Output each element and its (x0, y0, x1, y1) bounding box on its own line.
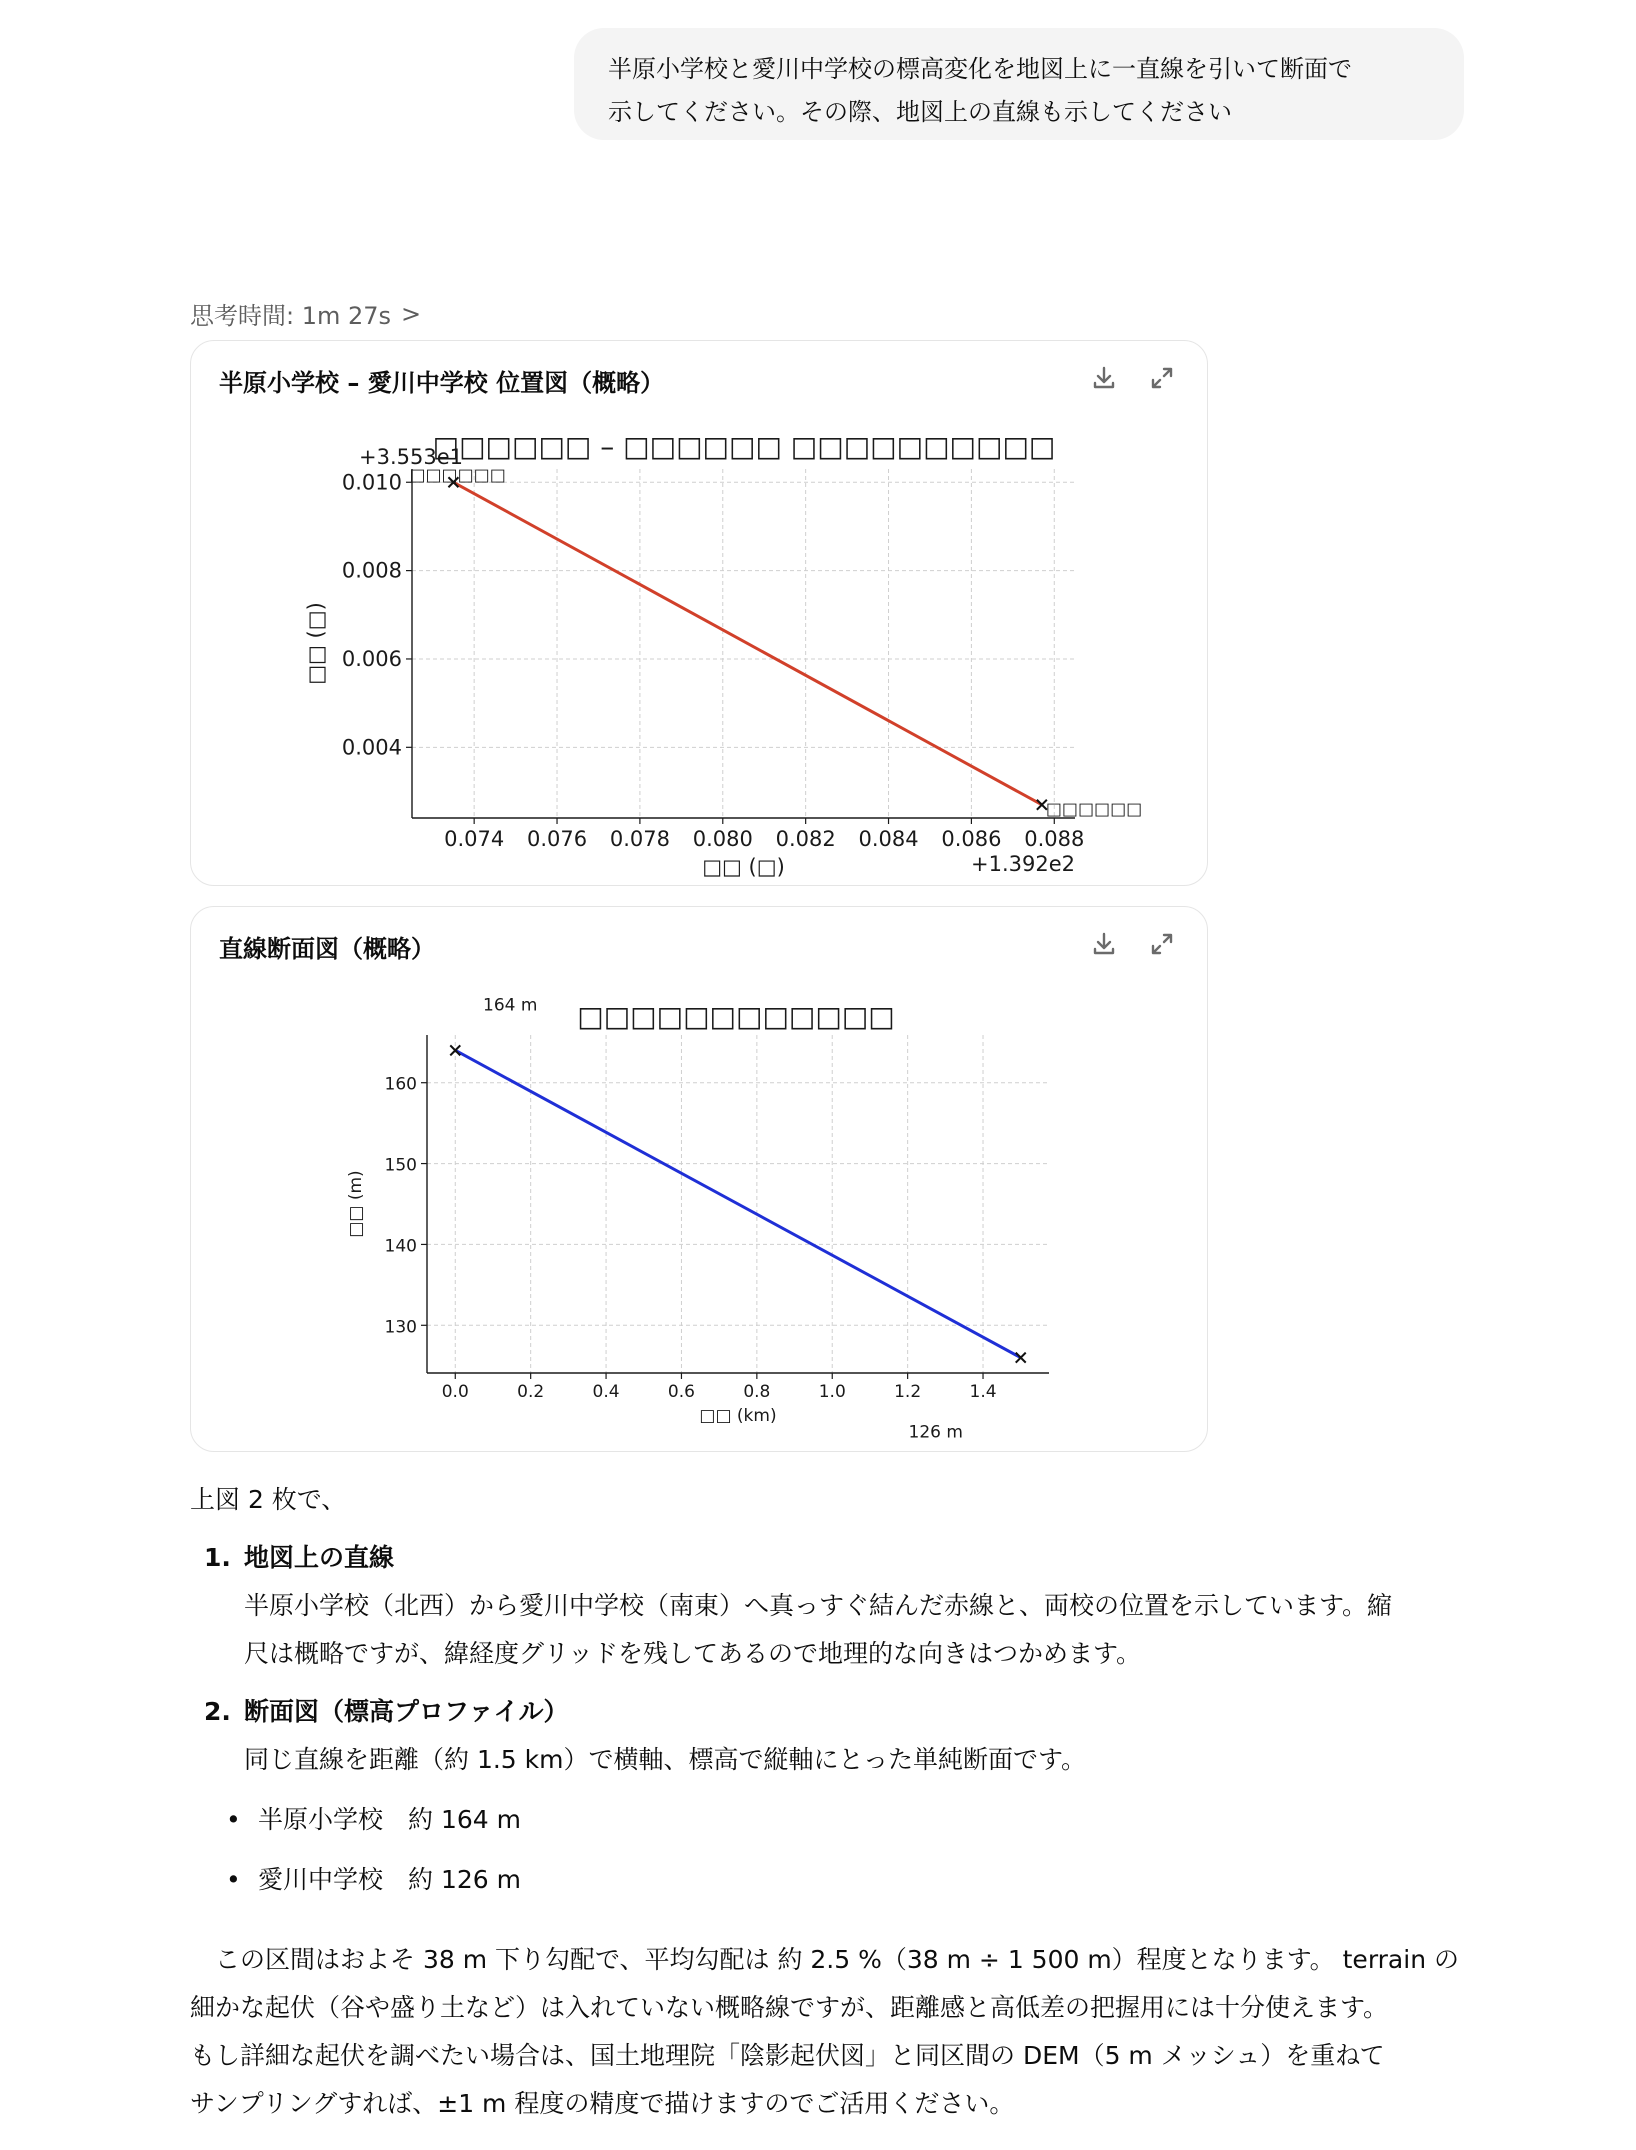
series-line (455, 1050, 1020, 1357)
location-map-chart (191, 341, 1208, 886)
user-message-line-1: 半原小学校と愛川中学校の標高変化を地図上に一直線を引いて断面で (608, 55, 1352, 83)
chart-title: □□□□□□ – □□□□□□ □□□□□□□□□□ (432, 430, 1056, 463)
bullet-item: • 愛川中学校 約 126 m (258, 1856, 521, 1904)
list-item (190, 1688, 1480, 1788)
y-tick-label: 0.008 (341, 558, 402, 583)
x-axis-label: □□ (km) (699, 1406, 777, 1426)
x-tick-label: 0.2 (517, 1382, 545, 1402)
list-body (244, 1534, 1474, 1678)
x-tick-label: 0.084 (858, 827, 919, 851)
user-message-line-2: 示してください。その際、地図上の直線も示してください (608, 98, 1232, 126)
elevation-profile-chart (191, 907, 1208, 1452)
paragraph-line: サンプリングすれば、±1 m 程度の精度で描けますのでご活用ください。 (190, 2089, 1015, 2118)
user-message-bubble (574, 28, 1464, 140)
x-tick-label: 0.080 (692, 827, 753, 851)
point-label: □□□□□□ (1045, 799, 1143, 820)
answer-intro: 上図 2 枚で、 (190, 1485, 347, 1514)
expand-icon[interactable] (1145, 927, 1179, 961)
expand-icon[interactable] (1145, 361, 1179, 395)
y-tick-label: 0.010 (341, 470, 402, 495)
answer-paragraph (190, 1936, 1470, 2128)
chevron-right-icon: > (401, 299, 422, 328)
x-tick-label: 0.4 (592, 1382, 620, 1402)
y-axis-label: □□ (□) (304, 602, 328, 685)
x-tick-label: 1.2 (894, 1382, 922, 1402)
x-tick-label: 0.0 (441, 1382, 469, 1402)
y-tick-label: 140 (384, 1236, 417, 1257)
x-tick-label: 1.0 (818, 1382, 846, 1402)
x-tick-label: 0.076 (526, 827, 588, 851)
thought-time-toggle[interactable] (190, 296, 421, 331)
paragraph-line: この区間はおよそ 38 m 下り勾配で、平均勾配は 約 2.5 %（38 m ÷ 1 500 m）程度となります。 terrain の (190, 1945, 1459, 1974)
x-axis-label: □□ (□) (702, 855, 785, 879)
x-tick-label: 0.074 (444, 827, 505, 851)
x-tick-label: 0.078 (609, 827, 670, 851)
data-point-marker (1016, 1353, 1026, 1363)
card-actions (1087, 927, 1179, 961)
list-item (190, 1534, 1480, 1684)
download-icon[interactable] (1087, 361, 1121, 395)
location-map-card (190, 340, 1208, 886)
y-tick-label: 150 (384, 1155, 417, 1176)
thought-time-label: 思考時間: 1m 27s (190, 302, 392, 330)
data-point-marker (450, 1045, 460, 1055)
x-tick-label: 0.8 (743, 1382, 771, 1402)
x-tick-label: 0.088 (1024, 827, 1085, 851)
list-body (244, 1688, 1474, 1784)
y-tick-label: 160 (384, 1074, 417, 1095)
list-number: 1. (204, 1543, 231, 1572)
card-actions (1087, 361, 1179, 395)
y-offset-label: +3.553e1 (359, 445, 463, 469)
x-tick-label: 0.086 (941, 827, 1002, 851)
x-offset-label: +1.392e2 (971, 852, 1075, 876)
y-tick-label: 130 (384, 1317, 417, 1338)
list-text-line: 半原小学校（北西）から愛川中学校（南東）へ真っすぐ結んだ赤線と、両校の位置を示しています。縮 (244, 1591, 1393, 1620)
x-tick-label: 0.6 (667, 1382, 695, 1402)
y-tick-label: 0.006 (341, 646, 402, 671)
list-text-line: 尺は概略ですが、緯経度グリッドを残してあるので地理的な向きはつかめます。 (244, 1639, 1142, 1668)
series-line (453, 482, 1041, 804)
bullet-item: • 半原小学校 約 164 m (258, 1796, 521, 1844)
y-axis-label: □□ (m) (346, 1170, 366, 1238)
list-heading: 断面図（標高プロファイル） (244, 1697, 569, 1726)
list-heading: 地図上の直線 (244, 1543, 395, 1572)
list-number: 2. (204, 1697, 231, 1726)
y-tick-label: 0.004 (341, 735, 402, 760)
chart-title: □□□□□□□□□□□□ (577, 1000, 895, 1033)
data-label: 164 m (483, 995, 538, 1016)
download-icon[interactable] (1087, 927, 1121, 961)
point-label: □□□□□□ (409, 465, 506, 486)
paragraph-line: もし詳細な起伏を調べたい場合は、国土地理院「陰影起伏図」と同区間の DEM（5 m メッシュ）を重ねて (190, 2041, 1385, 2070)
elevation-profile-card (190, 906, 1208, 1452)
x-tick-label: 0.082 (775, 827, 836, 851)
x-tick-label: 1.4 (969, 1382, 997, 1402)
card-title: 半原小学校 – 愛川中学校 位置図（概略） (219, 369, 665, 397)
data-label: 126 m (908, 1422, 963, 1443)
list-text-line: 同じ直線を距離（約 1.5 km）で横軸、標高で縦軸にとった単純断面です。 (244, 1745, 1086, 1774)
card-title: 直線断面図（概略） (219, 935, 435, 963)
paragraph-line: 細かな起伏（谷や盛り土など）は入れていない概略線ですが、距離感と高低差の把握用には十分使えます。 (190, 1993, 1389, 2022)
